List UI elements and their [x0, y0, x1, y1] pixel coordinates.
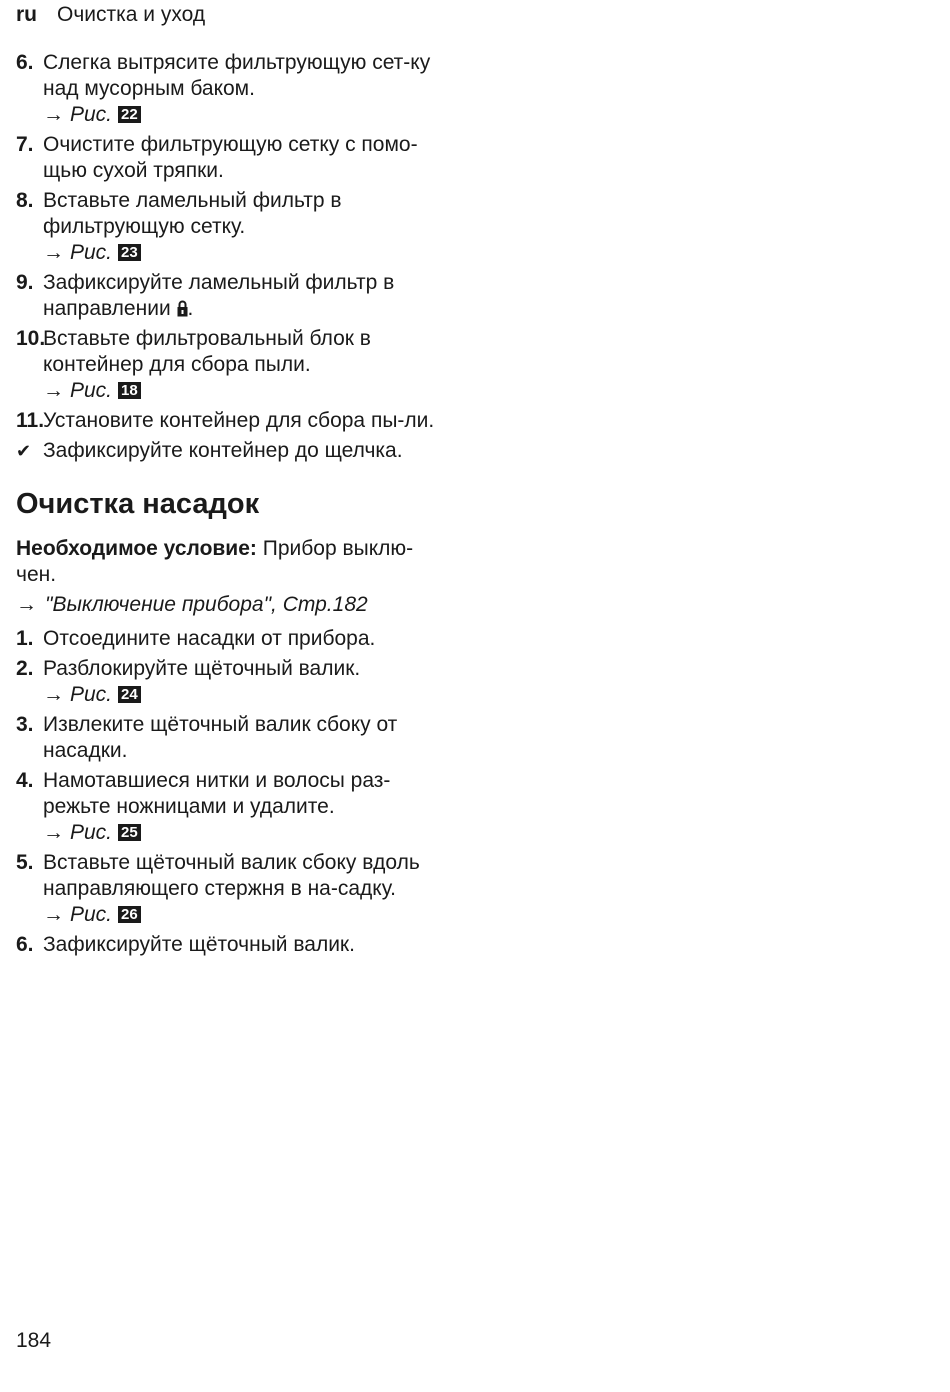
step-item — [16, 188, 446, 266]
step-item — [16, 50, 446, 128]
figure-number-badge: 25 — [118, 824, 141, 841]
figure-number-badge: 24 — [118, 686, 141, 703]
checkmark-icon: ✔ — [16, 441, 32, 461]
arrow-right-icon: → — [43, 821, 64, 844]
step-number: 6. — [16, 51, 34, 74]
step-item — [16, 712, 446, 764]
result-item — [16, 438, 446, 464]
figure-ref-label: Рис. — [70, 241, 113, 264]
cross-reference — [16, 592, 446, 618]
page-number: 184 — [16, 1329, 52, 1352]
step-number: 8. — [16, 189, 34, 212]
figure-ref-label: Рис. — [70, 103, 113, 126]
step-item — [16, 932, 446, 958]
step-text: Зафиксируйте щёточный валик. — [43, 933, 355, 956]
step-number: 3. — [16, 713, 34, 736]
step-item — [16, 270, 446, 322]
step-item — [16, 768, 446, 846]
step-number: 11. — [16, 409, 45, 432]
prerequisite-text: Прибор выклю-чен. — [16, 537, 414, 586]
cross-reference-link[interactable]: "Выключение прибора", Стр.182 — [45, 593, 368, 616]
step-text: Зафиксируйте ламельный фильтр в направлении — [43, 271, 395, 320]
step-item — [16, 132, 446, 184]
step-number: 10. — [16, 327, 46, 350]
figure-number-badge: 23 — [118, 244, 141, 261]
arrow-right-icon: → — [16, 593, 37, 616]
step-item — [16, 408, 446, 434]
running-header — [16, 2, 205, 28]
figure-ref-label: Рис. — [70, 821, 113, 844]
step-text: Вставьте щёточный валик сбоку вдоль направляющего стержня в на-садку. — [43, 851, 420, 900]
step-number: 7. — [16, 133, 34, 156]
figure-number-badge: 22 — [118, 106, 141, 123]
step-text: Очистите фильтрующую сетку с помо-щью сухой тряпки. — [43, 133, 418, 182]
step-number: 2. — [16, 657, 34, 680]
figure-reference — [43, 682, 446, 708]
figure-reference — [43, 820, 446, 846]
content-column — [16, 50, 446, 962]
figure-number-badge: 26 — [118, 906, 141, 923]
step-number: 1. — [16, 627, 34, 650]
step-number: 6. — [16, 933, 34, 956]
figure-ref-label: Рис. — [70, 379, 113, 402]
prerequisite-label: Необходимое условие: — [16, 537, 257, 560]
arrow-right-icon: → — [43, 103, 64, 126]
step-text: Извлеките щёточный валик сбоку от насадки. — [43, 713, 398, 762]
section-heading: Очистка насадок — [16, 488, 260, 520]
step-text: Вставьте фильтровальный блок в контейнер для сбора пыли. — [43, 327, 371, 376]
figure-ref-label: Рис. — [70, 683, 113, 706]
step-item — [16, 656, 446, 708]
step-text-suffix: . — [187, 297, 194, 320]
figure-reference — [43, 902, 446, 928]
figure-reference — [43, 102, 446, 128]
arrow-right-icon: → — [43, 683, 64, 706]
arrow-right-icon: → — [43, 241, 64, 264]
lock-icon — [177, 300, 188, 317]
language-code: ru — [16, 3, 37, 26]
step-text: Слегка вытрясите фильтрующую сет-ку над мусорным баком. — [43, 51, 431, 100]
figure-reference — [43, 378, 446, 404]
step-item — [16, 626, 446, 652]
figure-ref-label: Рис. — [70, 903, 113, 926]
section-title: Очистка и уход — [57, 3, 206, 26]
step-text: Намотавшиеся нитки и волосы раз-режьте ножницами и удалите. — [43, 769, 391, 818]
step-item — [16, 326, 446, 404]
step-number: 4. — [16, 769, 34, 792]
figure-reference — [43, 240, 446, 266]
step-text: Отсоедините насадки от прибора. — [43, 627, 376, 650]
step-number: 5. — [16, 851, 34, 874]
step-text: Разблокируйте щёточный валик. — [43, 657, 361, 680]
arrow-right-icon: → — [43, 903, 64, 926]
figure-number-badge: 18 — [118, 382, 141, 399]
step-number: 9. — [16, 271, 34, 294]
result-text: Зафиксируйте контейнер до щелчка. — [43, 439, 403, 462]
arrow-right-icon: → — [43, 379, 64, 402]
step-text: Установите контейнер для сбора пы-ли. — [43, 409, 435, 432]
step-text: Вставьте ламельный фильтр в фильтрующую сетку. — [43, 189, 342, 238]
prerequisite — [16, 536, 446, 588]
step-item — [16, 850, 446, 928]
